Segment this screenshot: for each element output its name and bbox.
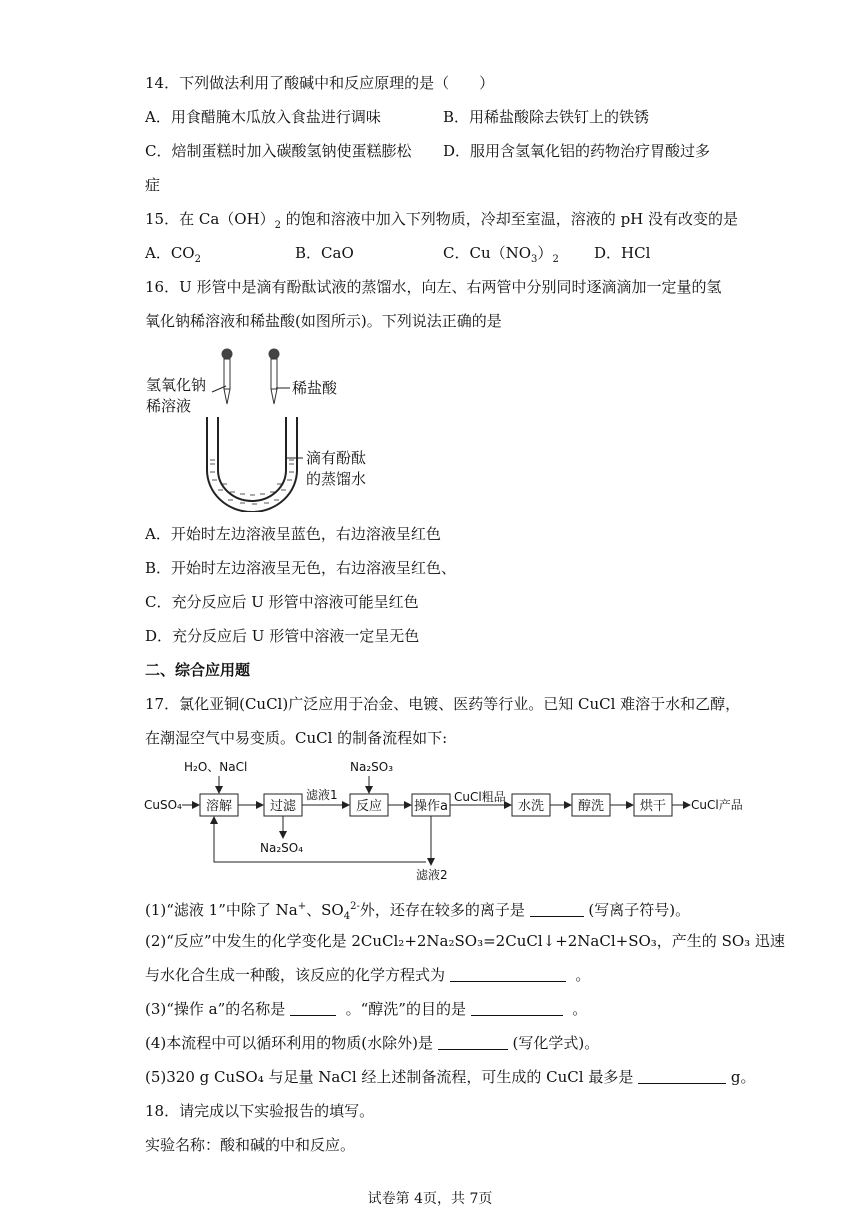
q14-stem: 14．下列做法利用了酸碱中和反应原理的是（ ） xyxy=(145,74,495,92)
flow-label-dry: 烘干 xyxy=(639,799,667,814)
q17-stem-line1: 17．氯化亚铜(CuCl)广泛应用于冶金、电镀、医药等行业。已知 CuCl 难溶于水和乙醇， xyxy=(145,695,741,713)
q15-option-d: D．HCl xyxy=(594,244,651,262)
label-naoh-2: 稀溶液 xyxy=(146,397,192,415)
q16-option-d: D．充分反应后 U 形管中溶液一定呈无色 xyxy=(145,627,420,645)
q16-option-b: B．开始时左边溶液呈无色，右边溶液呈红色、 xyxy=(145,559,457,577)
flow-crude: CuCl粗品 xyxy=(454,790,506,804)
q18-stem: 18．请完成以下实验报告的填写。 xyxy=(145,1102,375,1120)
answer-blank-1[interactable] xyxy=(530,902,584,917)
q18-experiment-name: 实验名称：酸和碱的中和反应。 xyxy=(145,1136,356,1154)
q17-part5: (5)320 g CuSO₄ 与足量 NaCl 经上述制备流程，可生成的 CuCl 最多是 g。 xyxy=(145,1068,756,1086)
flow-label-operation-a: 操作a xyxy=(414,799,448,814)
flow-input-na2so3: Na₂SO₃ xyxy=(350,760,394,774)
q14-option-d: D．服用含氢氧化铝的药物治疗胃酸过多 xyxy=(443,142,711,160)
answer-blank-2[interactable] xyxy=(450,967,566,982)
q16-stem-line1: 16．U 形管中是滴有酚酞试液的蒸馏水，向左、右两管中分别同时逐滴滴加一定量的氢 xyxy=(145,278,722,296)
q17-part4: (4)本流程中可以循环利用的物质(水除外)是 (写化学式)。 xyxy=(145,1034,600,1052)
q17-part2-line2: 与水化合生成一种酸，该反应的化学方程式为 。 xyxy=(145,966,591,984)
q15-stem: 15．在 $Ca(OH)_2$ 的饱和溶液中加入下列物质，冷却至室温，溶液的 pH 没有改变的是 xyxy=(145,210,739,231)
section-heading: 二、综合应用题 xyxy=(145,661,251,679)
answer-blank-4[interactable] xyxy=(471,1001,563,1016)
flow-product: CuCl产品 xyxy=(691,798,743,812)
flow-filtrate2: 滤液2 xyxy=(416,868,448,882)
q14-option-b: B．用稀盐酸除去铁钉上的铁锈 xyxy=(443,108,650,126)
q14-option-c: C．焙制蛋糕时加入碳酸氢钠使蛋糕膨松 xyxy=(145,142,412,160)
u-tube xyxy=(207,417,297,512)
label-naoh-1: 氢氧化钠 xyxy=(146,376,207,394)
answer-blank-5[interactable] xyxy=(438,1035,508,1050)
q14-option-d-cont: 症 xyxy=(145,176,161,194)
flow-label-react: 反应 xyxy=(355,799,383,814)
flow-label-alcohol-wash: 醇洗 xyxy=(577,799,605,814)
q16-stem-line2: 氧化钠稀溶液和稀盐酸(如图所示)。下列说法正确的是 xyxy=(145,312,502,330)
q14-option-a: A．用食醋腌木瓜放入食盐进行调味 xyxy=(145,108,381,126)
flow-arrows xyxy=(182,776,690,865)
flow-filtrate1: 滤液1 xyxy=(306,788,338,802)
label-water-1: 滴有酚酞 xyxy=(306,449,367,467)
flow-input-h2o-nacl: H₂O、NaCl xyxy=(184,760,248,774)
q15-option-c: C．$Cu(NO_3)_2$ xyxy=(443,244,559,265)
q17-part2-line1: (2)“反应”中发生的化学变化是 2CuCl₂+2Na₂SO₃=2CuCl↓+2NaCl+SO₃，产生的 SO₃ 迅速 xyxy=(145,932,785,950)
q17-part3: (3)“操作 a”的名称是 。“醇洗”的目的是 。 xyxy=(145,1000,588,1018)
label-water-2: 的蒸馏水 xyxy=(306,470,367,488)
flowchart xyxy=(140,758,760,888)
q15-option-b: B．CaO xyxy=(295,244,354,262)
q17-part1: (1)“滤液 1”中除了 Na+、$SO_4^{2-}$外，还存在较多的离子是 (写离子符号)。 xyxy=(145,901,691,922)
answer-blank-3[interactable] xyxy=(290,1001,336,1016)
q16-option-c: C．充分反应后 U 形管中溶液可能呈红色 xyxy=(145,593,419,611)
left-dropper xyxy=(222,349,233,405)
flow-na2so4: Na₂SO₄ xyxy=(260,841,304,855)
answer-blank-6[interactable] xyxy=(638,1069,726,1084)
page-footer: 试卷第 4页，共 7页 xyxy=(367,1191,493,1207)
q17-stem-line2: 在潮湿空气中易变质。CuCl 的制备流程如下: xyxy=(145,729,448,747)
flow-label-dissolve: 溶解 xyxy=(205,799,233,814)
flow-label-water-wash: 水洗 xyxy=(517,799,545,814)
q16-option-a: A．开始时左边溶液呈蓝色，右边溶液呈红色 xyxy=(145,525,441,543)
flow-start-cuso4: CuSO₄ xyxy=(144,798,182,812)
u-tube-figure xyxy=(140,342,380,512)
label-hcl: 稀盐酸 xyxy=(292,379,338,397)
right-dropper xyxy=(269,349,280,405)
flow-label-filter: 过滤 xyxy=(269,799,297,814)
q15-option-a: A．$CO_2$ xyxy=(145,244,201,265)
